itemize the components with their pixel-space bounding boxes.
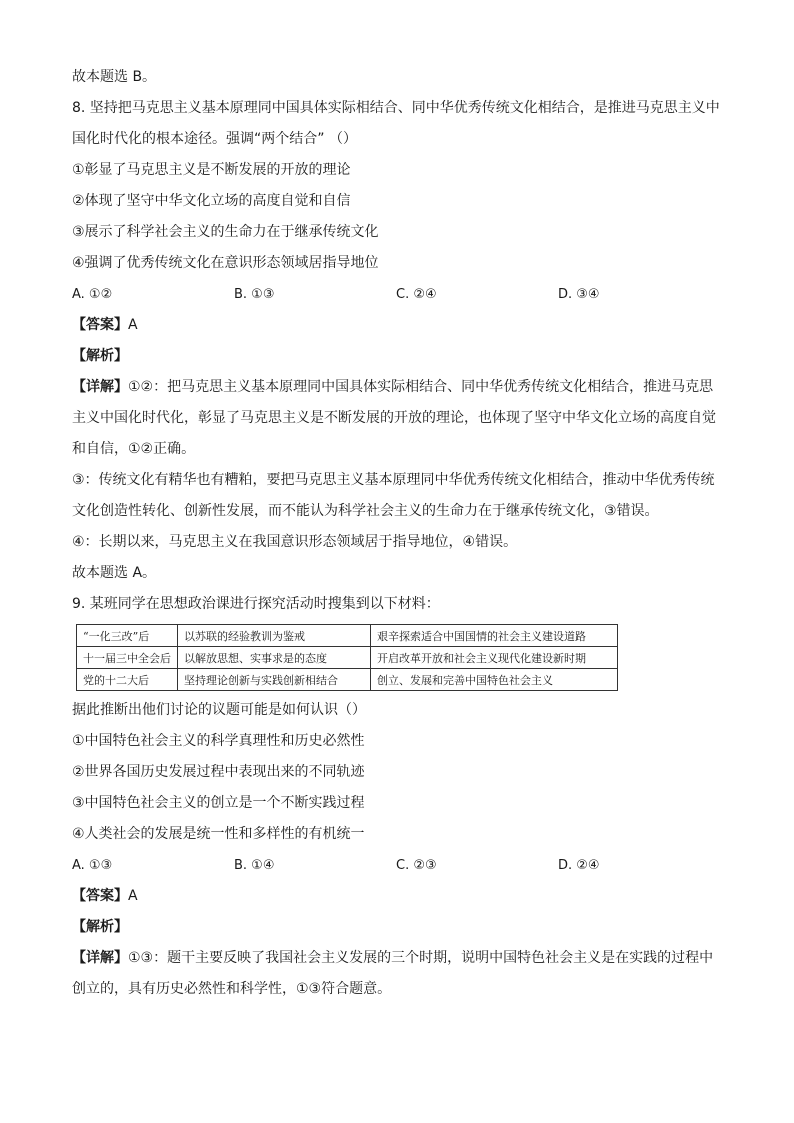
q8-item-4: ④强调了优秀传统文化在意识形态领域居指导地位 bbox=[72, 255, 379, 271]
table-cell: 艰辛探索适合中国国情的社会主义建设道路 bbox=[371, 625, 618, 647]
q9-analysis-tag: 【解析】 bbox=[72, 919, 128, 935]
q9-option-c: C. ②③ bbox=[396, 858, 437, 873]
question-8 bbox=[72, 93, 727, 589]
q8-item-3: ③展示了科学社会主义的生命力在于继承传统文化 bbox=[72, 224, 379, 240]
q8-analysis-tag: 【解析】 bbox=[72, 348, 128, 364]
q9-detail-line-2: 创立的，具有历史必然性和科学性，①③符合题意。 bbox=[72, 981, 392, 997]
table-row bbox=[77, 669, 618, 691]
q8-item-2: ②体现了坚守中华文化立场的高度自觉和自信 bbox=[72, 193, 351, 209]
q8-option-a: A. ①② bbox=[72, 287, 113, 302]
q9-options bbox=[72, 850, 727, 881]
q8-stem-line-1: 8. 坚持把马克思主义基本原理同中国具体实际相结合、同中华优秀传统文化相结合，是推进马克思主义中 bbox=[72, 100, 720, 116]
q8-detail-text-1: ①②：把马克思主义基本原理同中国具体实际相结合、同中华优秀传统文化相结合，推进马克思 bbox=[128, 379, 714, 395]
q9-item-1: ①中国特色社会主义的科学真理性和历史必然性 bbox=[72, 733, 365, 749]
q9-option-a: A. ①③ bbox=[72, 858, 113, 873]
q8-detail-line-6: ④：长期以来，马克思主义在我国意识形态领域居于指导地位，④错误。 bbox=[72, 534, 518, 550]
q8-options bbox=[72, 279, 727, 310]
q8-stem-line-2: 国化时代化的根本途径。强调“两个结合” （） bbox=[72, 131, 357, 147]
q7-conclusion: 故本题选 B。 bbox=[72, 69, 157, 85]
q8-answer-tag: 【答案】 bbox=[72, 317, 128, 333]
q9-item-2: ②世界各国历史发展过程中表现出来的不同轨迹 bbox=[72, 764, 365, 780]
q9-item-3: ③中国特色社会主义的创立是一个不断实践过程 bbox=[72, 795, 365, 811]
q9-detail-line-1 bbox=[72, 943, 727, 974]
question-9 bbox=[72, 589, 727, 1005]
table-row bbox=[77, 647, 618, 669]
table-cell: 创立、发展和完善中国特色社会主义 bbox=[371, 669, 618, 691]
q8-item-1: ①彰显了马克思主义是不断发展的开放的理论 bbox=[72, 162, 351, 178]
q8-detail-line-1 bbox=[72, 372, 727, 403]
table-cell: 以苏联的经验教训为鉴戒 bbox=[178, 625, 371, 647]
q9-answer-tag: 【答案】 bbox=[72, 888, 128, 904]
table-cell: 十一届三中全会后 bbox=[77, 647, 178, 669]
q9-option-d: D. ②④ bbox=[558, 858, 600, 873]
q9-detail-text-1: ①③：题干主要反映了我国社会主义发展的三个时期，说明中国特色社会主义是在实践的过程中 bbox=[128, 950, 714, 966]
q8-detail-tag: 【详解】 bbox=[72, 379, 128, 395]
q8-detail-line-4: ③：传统文化有精华也有糟粕，要把马克思主义基本原理同中华优秀传统文化相结合，推动中华优秀传统 bbox=[72, 472, 715, 488]
table-cell: “一化三改”后 bbox=[77, 625, 178, 647]
table-cell: 以解放思想、实事求是的态度 bbox=[178, 647, 371, 669]
q9-answer-value: A bbox=[128, 888, 138, 904]
document-page bbox=[72, 62, 727, 1005]
q8-answer-value: A bbox=[128, 317, 138, 333]
q8-option-c: C. ②④ bbox=[396, 287, 437, 302]
q8-option-d: D. ③④ bbox=[558, 287, 600, 302]
q9-material-table bbox=[76, 624, 618, 691]
q8-conclusion: 故本题选 A。 bbox=[72, 565, 157, 581]
table-cell: 坚持理论创新与实践创新相结合 bbox=[178, 669, 371, 691]
q8-detail-line-2: 主义中国化时代化，彰显了马克思主义是不断发展的开放的理论，也体现了坚守中华文化立场的高度自觉 bbox=[72, 410, 716, 426]
q9-answer bbox=[72, 881, 727, 912]
table-cell: 开启改革开放和社会主义现代化建设新时期 bbox=[371, 647, 618, 669]
table-cell: 党的十二大后 bbox=[77, 669, 178, 691]
q8-detail-line-5: 文化创造性转化、创新性发展，而不能认为科学社会主义的生命力在于继承传统文化，③错误。 bbox=[72, 503, 659, 519]
q9-detail-tag: 【详解】 bbox=[72, 950, 128, 966]
q9-item-4: ④人类社会的发展是统一性和多样性的有机统一 bbox=[72, 826, 365, 842]
table-row bbox=[77, 625, 618, 647]
q9-question: 据此推断出他们讨论的议题可能是如何认识（） bbox=[72, 702, 366, 718]
q9-stem: 9. 某班同学在思想政治课进行探究活动时搜集到以下材料： bbox=[72, 596, 440, 612]
q8-option-b: B. ①③ bbox=[234, 287, 275, 302]
q8-answer bbox=[72, 310, 727, 341]
q8-detail-line-3: 和自信，①②正确。 bbox=[72, 441, 196, 457]
q9-option-b: B. ①④ bbox=[234, 858, 275, 873]
